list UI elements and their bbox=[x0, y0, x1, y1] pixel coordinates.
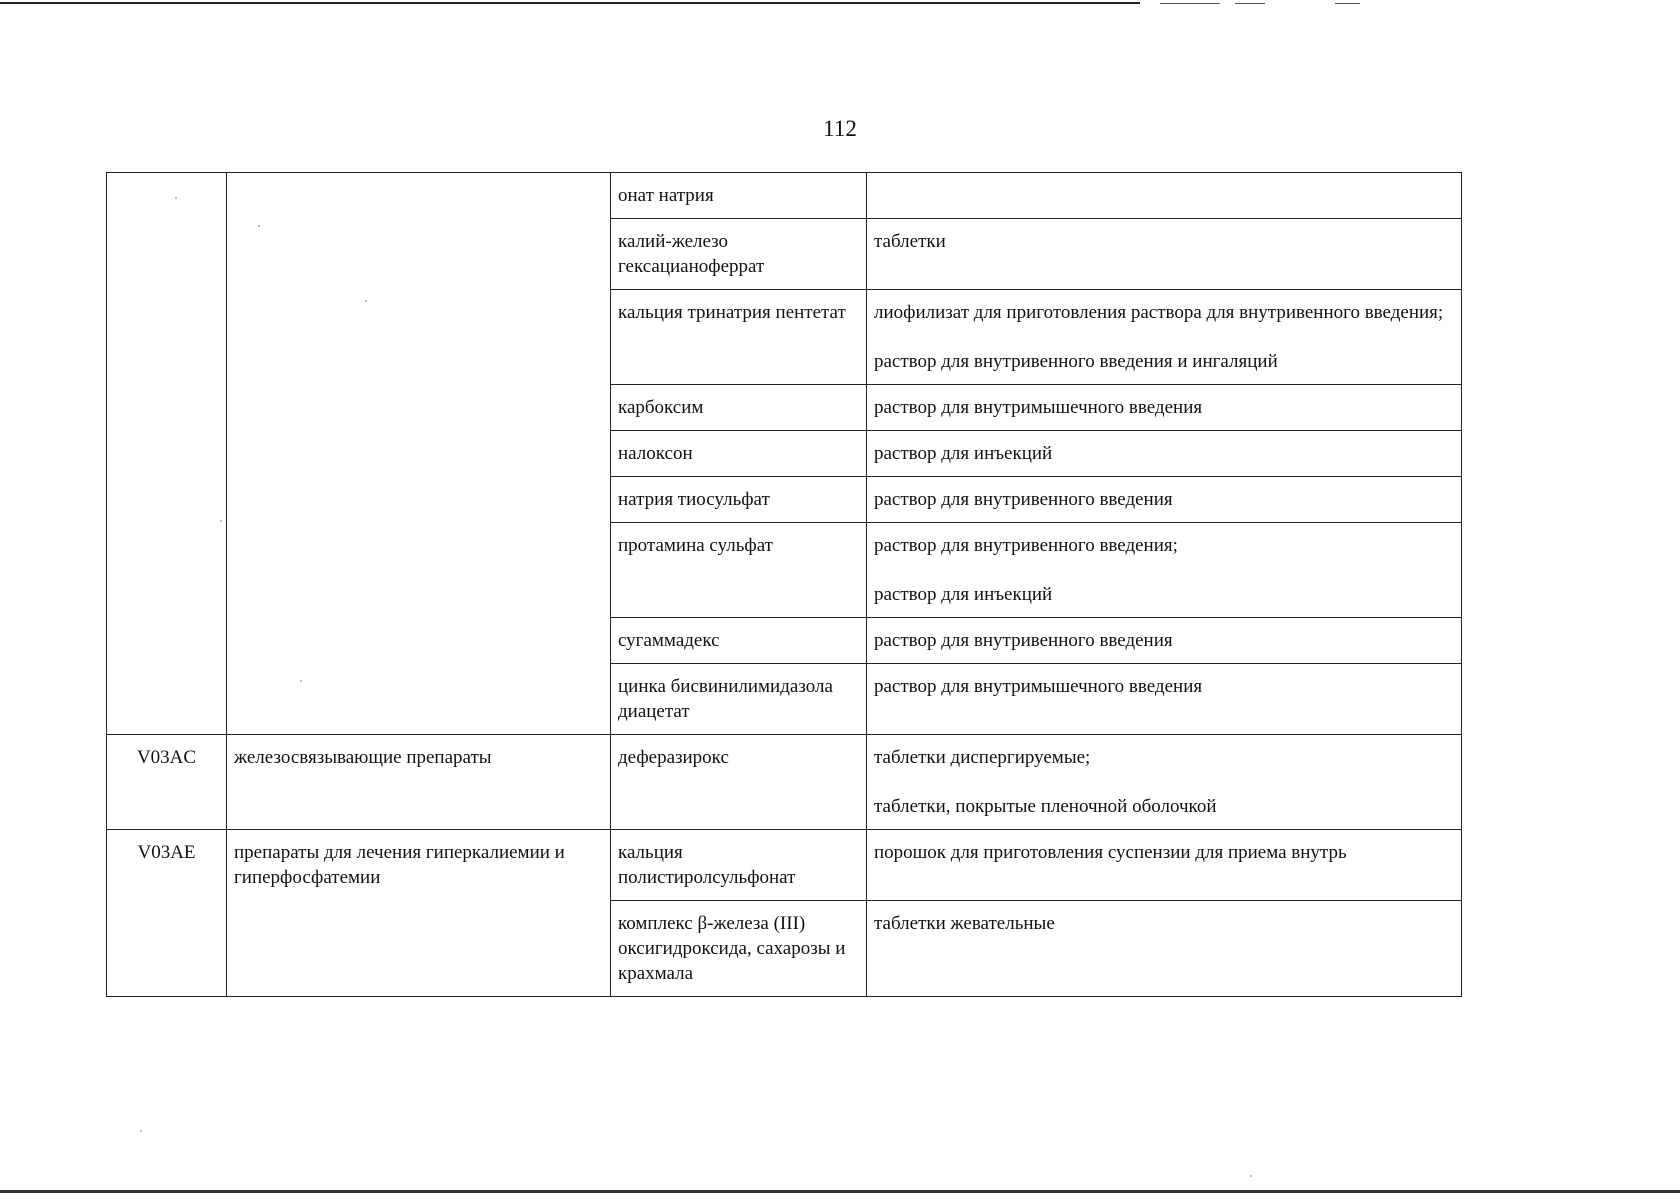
drug-name-cell: деферазирокс bbox=[611, 735, 867, 830]
atc-code-cell: V03AC bbox=[107, 735, 227, 830]
drug-name-cell: протамина сульфат bbox=[611, 523, 867, 618]
scan-edge-dash bbox=[1335, 3, 1360, 4]
scan-edge-dash bbox=[1160, 3, 1220, 4]
dosage-form-cell: раствор для инъекций bbox=[867, 431, 1462, 477]
scan-edge-bottom bbox=[0, 1190, 1680, 1193]
dosage-form-cell: таблетки диспергируемые; таблетки, покрытые пленочной оболочкой bbox=[867, 735, 1462, 830]
scan-speck bbox=[258, 225, 260, 227]
drug-name-cell: онат натрия bbox=[611, 173, 867, 219]
atc-code-cell bbox=[107, 173, 227, 735]
drug-name-cell: цинка бисвинилимидазола диацетат bbox=[611, 664, 867, 735]
scan-speck bbox=[300, 680, 302, 682]
atc-code-cell: V03AE bbox=[107, 830, 227, 997]
group-name-cell bbox=[227, 173, 611, 735]
drug-name-cell: кальция полистиролсульфонат bbox=[611, 830, 867, 901]
drug-name-cell: натрия тиосульфат bbox=[611, 477, 867, 523]
group-name-cell: препараты для лечения гиперкалиемии и гиперфосфатемии bbox=[227, 830, 611, 997]
scan-edge-top bbox=[0, 2, 1140, 4]
table-row bbox=[107, 735, 1462, 830]
table-row bbox=[107, 173, 1462, 219]
dosage-form-cell: раствор для внутримышечного введения bbox=[867, 385, 1462, 431]
table-row bbox=[107, 830, 1462, 901]
dosage-form-cell: раствор для внутривенного введения; раствор для инъекций bbox=[867, 523, 1462, 618]
drug-name-cell: карбоксим bbox=[611, 385, 867, 431]
dosage-form-cell: раствор для внутривенного введения bbox=[867, 618, 1462, 664]
dosage-form-cell: раствор для внутривенного введения bbox=[867, 477, 1462, 523]
dosage-form-cell: таблетки bbox=[867, 219, 1462, 290]
dosage-form-cell: лиофилизат для приготовления раствора для внутривенного введения; раствор для внутривенного введения и ингаляций bbox=[867, 290, 1462, 385]
group-name-cell: железосвязывающие препараты bbox=[227, 735, 611, 830]
drug-name-cell: сугаммадекс bbox=[611, 618, 867, 664]
scan-speck bbox=[140, 1130, 142, 1132]
dosage-form-cell: порошок для приготовления суспензии для приема внутрь bbox=[867, 830, 1462, 901]
scan-speck bbox=[1250, 1175, 1252, 1177]
drug-table bbox=[106, 172, 1462, 997]
drug-name-cell: калий-железо гексацианоферрат bbox=[611, 219, 867, 290]
dosage-form-cell: таблетки жевательные bbox=[867, 901, 1462, 997]
scan-speck bbox=[365, 300, 367, 302]
scan-edge-dash bbox=[1235, 3, 1265, 4]
drug-name-cell: налоксон bbox=[611, 431, 867, 477]
scan-speck bbox=[175, 197, 177, 199]
drug-name-cell: комплекс β-железа (III) оксигидроксида, сахарозы и крахмала bbox=[611, 901, 867, 997]
scan-speck bbox=[220, 520, 222, 522]
dosage-form-cell: раствор для внутримышечного введения bbox=[867, 664, 1462, 735]
dosage-form-cell bbox=[867, 173, 1462, 219]
drug-name-cell: кальция тринатрия пентетат bbox=[611, 290, 867, 385]
page-number: 112 bbox=[823, 116, 857, 141]
